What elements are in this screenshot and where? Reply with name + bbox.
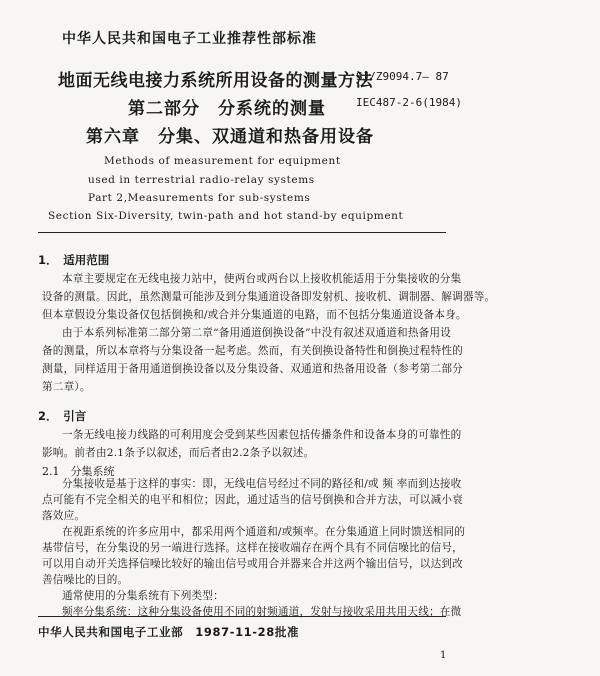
subsection-2-1-line: 在视距系统的许多应用中，都采用两个通道和/或频率。在分集通道上同时馈送相同的 <box>62 526 466 538</box>
english-title-line-4: Section Six-Diversity, twin-path and hot stand-by equipment <box>48 210 404 222</box>
standard-code: SJ/Z9094.7— 87 <box>356 70 449 83</box>
section-1-line: 测量，同样适用于备用通道倒换设备以及分集设备、双通道和热备用设备（参考第二部分 <box>42 363 463 375</box>
document-title-part: 第二部分 分系统的测量 <box>128 99 326 119</box>
english-title-line-2: used in terrestrial radio-relay systems <box>88 174 315 186</box>
section-2-heading: 2． 引言 <box>38 409 87 423</box>
section-1-line: 本章主要规定在无线电接力站中，使两台或两台以上接收机能适用于分集接收的分集 <box>62 273 462 285</box>
subsection-2-1-line: 落效应。 <box>42 510 86 522</box>
section-1-line: 但本章假设分集设备仅包括倒换和/或合并分集通道的电路，而不包括分集通道设备本身。 <box>42 309 467 321</box>
section-2-line: 一条无线电接力线路的可利用度会受到某些因素包括传播条件和设备本身的可靠性的 <box>62 429 462 441</box>
section-1-line: 第二章）。 <box>42 381 91 393</box>
top-divider <box>38 232 446 233</box>
english-title-line-3: Part 2,Measurements for sub-systems <box>88 192 311 204</box>
subsection-2-1-line: 频率分集系统：这种分集设备使用不同的射频通道，发射与接收采用共用天线；在微 <box>62 606 462 618</box>
standard-category-header: 中华人民共和国电子工业推荐性部标准 <box>62 31 317 47</box>
section-1-line: 备的测量，所以本章将与分集设备一起考虑。然而，有关倒换设备特性和倒换过程特性的 <box>42 345 463 357</box>
subsection-2-1-line: 可以用自动开关选择信噪比较好的输出信号或用合并器来合并这两个输出信号，以达到改 <box>42 558 463 570</box>
subsection-2-1-line: 分集接收是基于这样的事实：即，无线电信号经过不同的路径和/或 频 率而到达接收 <box>62 478 462 490</box>
section-1-line: 由于本系列标准第二部分第二章“备用通道倒换设备”中没有叙述双通道和热备用设 <box>62 327 452 339</box>
section-1-line: 设备的测量。因此，虽然测量可能涉及到分集通道设备即发射机、接收机、调制器、解调器等。 <box>42 291 496 303</box>
subsection-2-1-line: 善信噪比的目的。 <box>42 574 129 586</box>
section-1-heading: 1． 适用范围 <box>38 253 110 267</box>
section-2-line: 影响。前者由2.1条予以叙述，而后者由2.2条予以叙述。 <box>42 447 315 459</box>
page-number: 1 <box>440 650 447 661</box>
iec-code: IEC487-2-6(1984) <box>356 96 462 109</box>
subsection-2-1-line: 点可能有不完全相关的电平和相位；因此，通过适当的信号倒换和合并方法，可以减小衰 <box>42 494 463 506</box>
document-title-main: 地面无线电接力系统所用设备的测量方法 <box>58 71 373 91</box>
subsection-2-1-line: 通常使用的分集系统有下列类型： <box>62 590 224 602</box>
subsection-2-1-line: 基带信号，在分集设的另一端进行选择。这样在接收端存在两个具有不同信噪比的信号， <box>42 542 463 554</box>
english-title-line-1: Methods of measurement for equipment <box>104 155 341 167</box>
approval-footer: 中华人民共和国电子工业部 1987-11-28批准 <box>38 625 300 639</box>
document-title-chapter: 第六章 分集、双通道和热备用设备 <box>86 127 374 147</box>
subsection-2-1-heading: 2.1 分集系统 <box>42 465 115 478</box>
